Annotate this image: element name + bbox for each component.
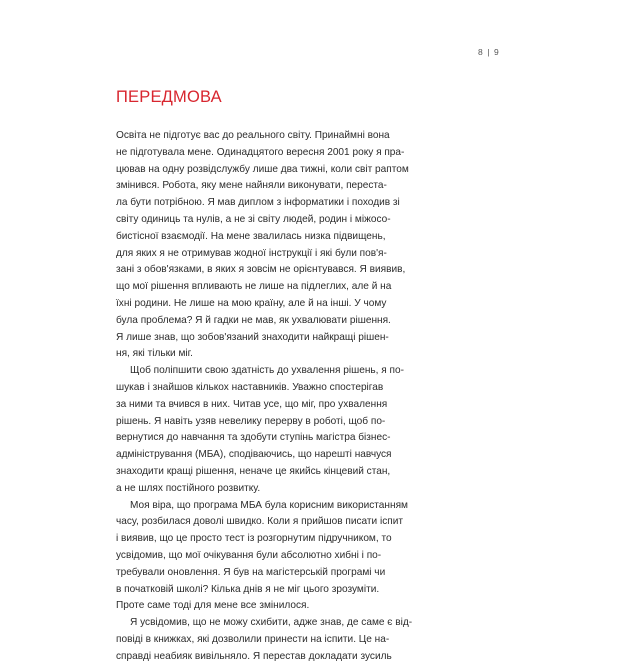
text-line: Щоб поліпшити свою здатність до ухвалення рішень, я по- <box>130 365 404 377</box>
text-line: за ними та вчився в них. Читав усе, що міг, про ухвалення <box>116 398 388 410</box>
page-numbers <box>478 47 499 57</box>
text-line: знаходити кращі рішення, неначе це якийсь кінцевий стан, <box>116 465 391 477</box>
chapter-title: ПЕРЕДМОВА <box>116 88 222 106</box>
text-line: Я усвідомив, що не можу схибити, адже знав, де саме є від- <box>130 617 413 629</box>
text-line: світу одиниць та нулів, а не зі світу людей, родин і міжосо- <box>116 213 391 225</box>
text-line: повіді в книжках, які дозволили принести на іспити. Це на- <box>116 633 390 645</box>
text-line: і виявив, що це просто тест із розгорнутим підручником, то <box>116 533 392 545</box>
text-line: цював на одну розвідслужбу лише два тижні, коли світ раптом <box>116 163 409 175</box>
text-line: адміністрування (МБА), сподіваючись, що нарешті навчуся <box>116 449 392 461</box>
text-line: змінився. Робота, яку мене найняли виконувати, переста- <box>116 180 387 192</box>
text-line: бистісної взаємодії. На мене звалилась низка підвищень, <box>116 230 386 242</box>
text-line: зані з обов'язками, в яких я зовсім не орієнтувався. Я виявив, <box>116 264 406 276</box>
text-line: в початковій школі? Кілька днів я не міг цього зрозуміти. <box>116 583 380 595</box>
text-line: що мої рішення впливають не лише на підлеглих, але й на <box>116 281 392 293</box>
text-line: справді неабияк вивільняло. Я перестав докладати зусиль <box>116 650 392 662</box>
text-line: а не шлях постійного розвитку. <box>116 482 261 494</box>
text-line: Проте саме тоді для мене все змінилося. <box>116 600 310 612</box>
text-line: шукав і знайшов кількох наставників. Уважно спостерігав <box>116 381 384 393</box>
text-line: їхні родини. Не лише на мою країну, але й на інші. У чому <box>116 297 387 309</box>
body-text <box>116 128 413 666</box>
text-line: требували оновлення. Я був на магістерській програмі чи <box>116 566 386 578</box>
page-number-separator: | <box>487 47 490 57</box>
page-number-left: 8 <box>478 47 484 57</box>
text-line: рішень. Я навіть узяв невелику перерву в роботі, щоб по- <box>116 415 386 427</box>
text-line: Моя віра, що програма МБА була корисним використанням <box>130 499 408 511</box>
page-number-right: 9 <box>493 47 500 57</box>
text-line: вернутися до навчання та здобути ступінь магістра бізнес- <box>116 432 391 444</box>
text-line: не підготувала мене. Одинадцятого вересня 2001 року я пра- <box>116 146 405 158</box>
text-line: для яких я не отримував жодної інструкції і які були пов'я- <box>116 247 387 259</box>
text-line: була проблема? Я й гадки не мав, як ухвалювати рішення. <box>116 314 391 326</box>
text-line: Я лише знав, що зобов'язаний знаходити найкращі рішен- <box>116 331 389 343</box>
text-line: усвідомив, що мої очікування були абсолютно хибні і по- <box>116 549 382 561</box>
text-line: ла бути потрібною. Я мав диплом з інформатики і походив зі <box>116 197 400 209</box>
text-line: Освіта не підготує вас до реального світу. Принаймні вона <box>116 130 390 141</box>
text-line: ня, які тільки міг. <box>116 348 193 360</box>
text-line: часу, розбилася доволі швидко. Коли я прийшов писати іспит <box>116 516 403 528</box>
